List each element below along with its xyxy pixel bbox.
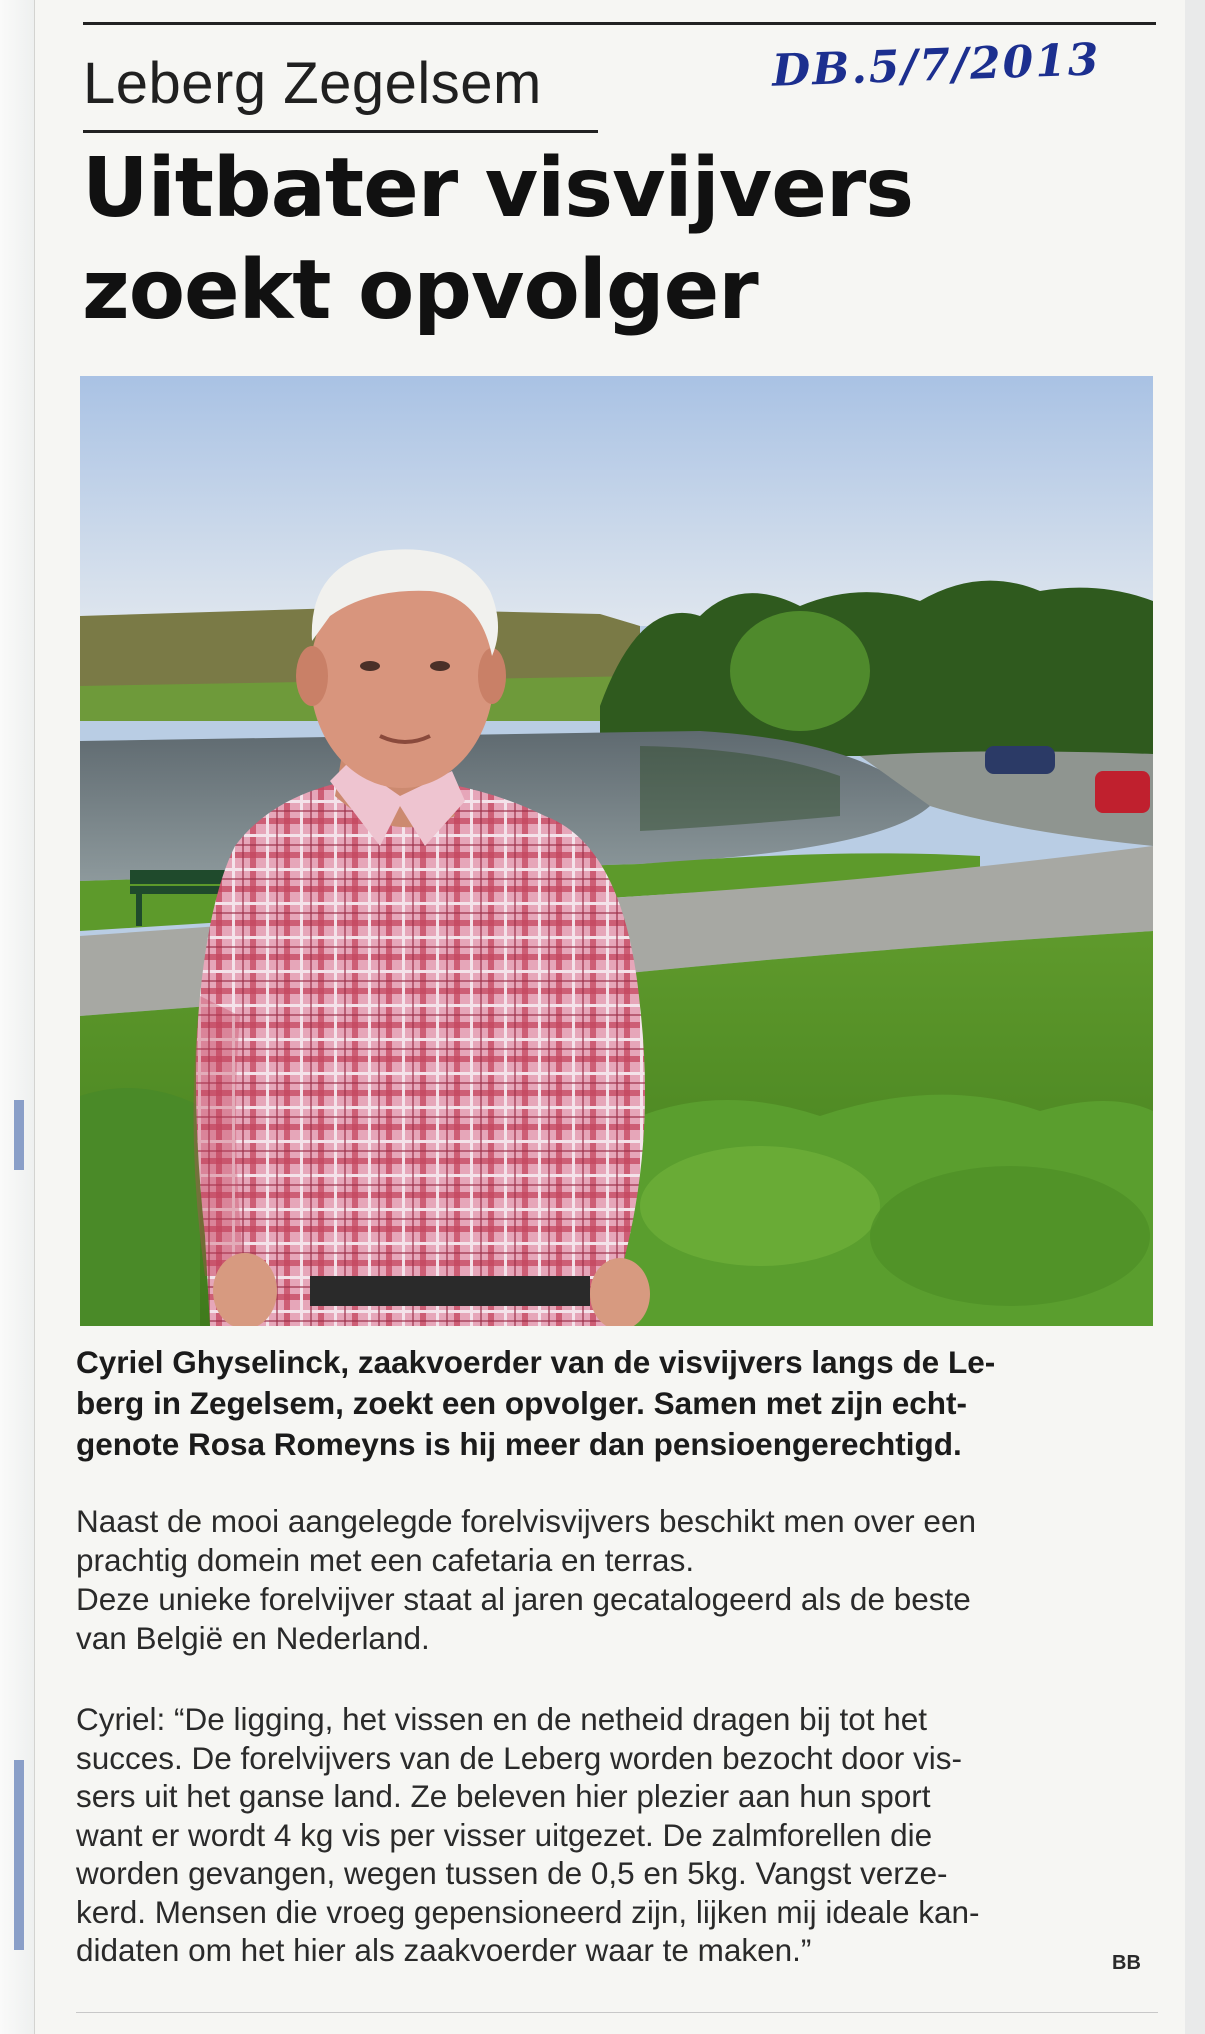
body-line: didaten om het hier als zaakvoerder waar te maken.” xyxy=(76,1932,812,1968)
body-line: kerd. Mensen die vroeg gepensioneerd zijn, lijken mij ideale kan- xyxy=(76,1893,980,1930)
location-kicker: Leberg Zegelsem xyxy=(83,51,542,116)
caption-line: Cyriel Ghyselinck, zaakvoerder van de visvijvers langs de Le- xyxy=(76,1344,996,1380)
body-line: want er wordt 4 kg vis per visser uitgezet. De zalmforellen die xyxy=(76,1816,933,1853)
parked-car xyxy=(985,746,1055,774)
body-line: succes. De forelvijvers van de Leberg worden bezocht door vis- xyxy=(76,1739,962,1776)
body-line: van België en Nederland. xyxy=(76,1619,430,1656)
shrub xyxy=(640,1146,880,1266)
parked-car xyxy=(1095,771,1150,813)
bottom-rule xyxy=(76,2012,1158,2013)
body-line: Naast de mooi aangelegde forelvisvijvers beschikt men over een xyxy=(76,1503,976,1539)
man-ear xyxy=(296,646,328,706)
body-paragraph-1 xyxy=(76,1502,1158,1579)
article-photo xyxy=(80,376,1153,1326)
headline-line: Uitbater visvijvers xyxy=(82,141,914,236)
bench-leg xyxy=(136,894,142,926)
man-plaid-shirt xyxy=(196,776,645,1326)
top-rule xyxy=(83,22,1156,25)
hedge xyxy=(80,1088,200,1326)
man-ear xyxy=(478,648,506,704)
photo-illustration xyxy=(80,376,1153,1326)
body-paragraph-2 xyxy=(76,1580,1158,1657)
caption-line: genote Rosa Romeyns is hij meer dan pensioengerechtigd. xyxy=(76,1426,962,1462)
kicker-rule xyxy=(83,130,598,133)
tree xyxy=(730,611,870,731)
man-hand xyxy=(213,1253,277,1326)
body-line: Cyriel: “De ligging, het vissen en de netheid dragen bij tot het xyxy=(76,1701,928,1737)
body-line: prachtig domein met een cafetaria en terras. xyxy=(76,1541,695,1578)
man-belt xyxy=(310,1276,590,1306)
body-line: sers uit het ganse land. Ze beleven hier plezier aan hun sport xyxy=(76,1778,931,1814)
caption-line: berg in Zegelsem, zoekt een opvolger. Samen met zijn echt- xyxy=(76,1385,967,1421)
scan-left-margin xyxy=(0,0,34,2034)
headline-line: zoekt opvolger xyxy=(82,243,758,338)
headline xyxy=(82,138,1082,342)
body-line: Deze unieke forelvijver staat al jaren gecatalogeerd als de beste xyxy=(76,1581,971,1617)
man-eye xyxy=(430,661,450,671)
body-line: worden gevangen, wegen tussen de 0,5 en 5kg. Vangst verze- xyxy=(76,1855,948,1891)
scan-edge-mark xyxy=(14,1100,24,1170)
photo-caption xyxy=(76,1342,1158,1465)
man-eye xyxy=(360,661,380,671)
handwritten-date: DB.5/7/2013 xyxy=(771,34,1102,97)
body-paragraph-3 xyxy=(76,1700,1158,1970)
scan-edge-mark xyxy=(14,1760,24,1950)
author-byline: BB xyxy=(1112,1952,1141,1974)
shrub xyxy=(870,1166,1150,1306)
